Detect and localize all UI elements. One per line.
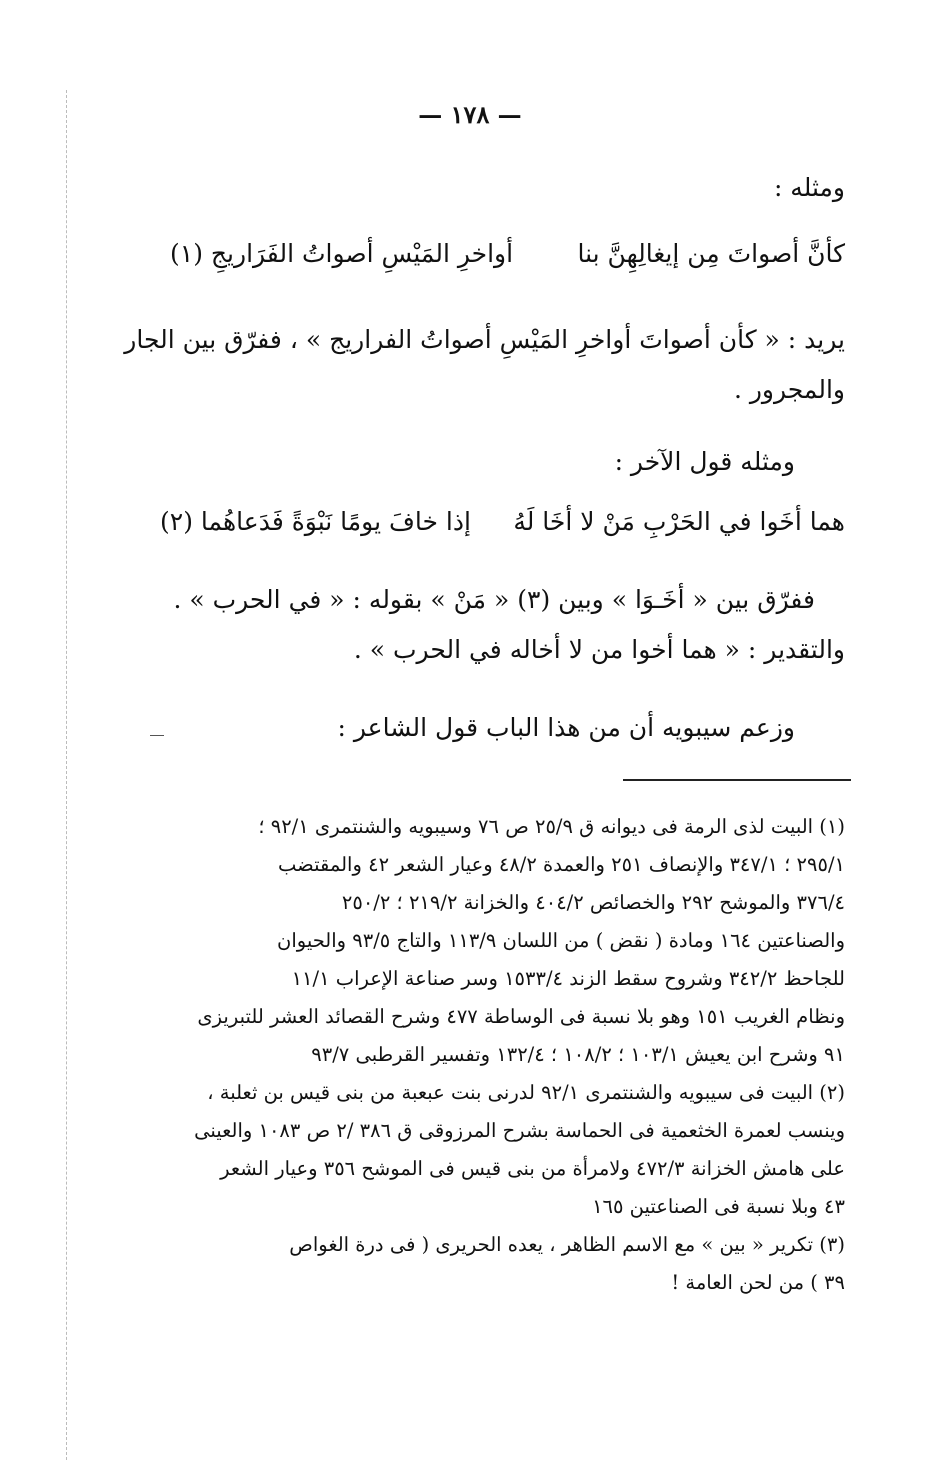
footnote-line: وينسب لعمرة الخثعمية فى الحماسة بشرح المرزوقى ق ٣٨٦ /٢ ص ١٠٨٣ والعينى: [194, 1119, 845, 1142]
intro-line-2: ومثله قول الآخر :: [614, 447, 795, 476]
footnote-line: ونظام الغريب ١٥١ وهو بلا نسبة فى الوساطة ٤٧٧ وشرح القصائد العشر للتبريزى: [197, 1005, 845, 1028]
explanation-1-line-1: يريد : « كأن أصواتَ أواخرِ المَيْسِ أصواتُ الفراريج » ، ففرّق بين الجار: [124, 325, 845, 354]
footnote-line: (٣) تكرير « بين » مع الاسم الظاهر ، يعده الحريرى ( فى درة الغواص: [289, 1233, 845, 1256]
intro-line-3: وزعم سيبويه أن من هذا الباب قول الشاعر :: [337, 713, 795, 742]
explanation-1-line-2: والمجرور .: [733, 375, 845, 404]
verse-2-second-hemistich: إذا خافَ يومًا نَبْوَةً فَدَعاهُما (٢): [160, 507, 471, 536]
footnote-line: ٩١ وشرح ابن يعيش ١٠٣/١ ؛ ١٠٨/٢ ؛ ١٣٢/٤ وتفسير القرطبى ٩٣/٧: [311, 1043, 845, 1066]
footnote-separator: [623, 779, 851, 781]
verse-1-first-hemistich: كأنَّ أصواتَ مِن إيغالِهِنَّ بنا: [577, 239, 845, 268]
explanation-2-line-1: ففرّق بين « أخَـوَا » وبين (٣) « مَنْ » بقوله : « في الحرب » .: [173, 585, 815, 614]
verse-1-second-hemistich: أواخرِ المَيْسِ أصواتُ الفَرَاريجِ (١): [170, 239, 514, 268]
explanation-2-line-2: والتقدير : « هما أخوا من لا أخاله في الحرب » .: [353, 635, 845, 664]
footnote-line: (٢) البيت فى سيبويه والشنتمرى ٩٢/١ لدرنى بنت عبعبة من بنى قيس بن ثعلبة ،: [207, 1081, 845, 1104]
intro-line-1: ومثله :: [773, 173, 845, 202]
footnote-line: ٢٩٥/١ ؛ ٣٤٧/١ والإنصاف ٢٥١ والعمدة ٤٨/٢ وعيار الشعر ٤٢ والمقتضب: [278, 853, 845, 876]
footnote-line: على هامش الخزانة ٤٧٢/٣ ولامرأة من بنى قيس فى الموشح ٣٥٦ وعيار الشعر: [220, 1157, 845, 1180]
footnote-line: ٣٩ ) من لحن العامة !: [671, 1271, 845, 1294]
footnote-line: والصناعتين ١٦٤ ومادة ( نقض ) من اللسان ١١٣/٩ والتاج ٩٣/٥ والحيوان: [277, 929, 845, 952]
footnote-line: ٤٣ وبلا نسبة فى الصناعتين ١٦٥: [592, 1195, 845, 1218]
verse-2-first-hemistich: هما أخَوا في الحَرْبِ مَنْ لا أخَا لَهُ: [513, 507, 845, 536]
footnote-line: للجاحظ ٣٤٢/٢ وشروح سقط الزند ١٥٣٣/٤ وسر صناعة الإعراب ١١/١: [291, 967, 845, 990]
scan-margin-line: [66, 90, 67, 1460]
footnote-line: (١) البيت لذى الرمة فى ديوانه ق ٢٥/٩ ص ٧٦ وسيبويه والشنتمرى ٩٢/١ ؛: [258, 815, 845, 838]
margin-dash: [150, 735, 164, 736]
footnote-line: ٣٧٦/٤ والموشح ٢٩٢ والخصائص ٤٠٤/٢ والخزانة ٢١٩/٢ ؛ ٢٥٠/٢: [341, 891, 845, 914]
page-number: — ١٧٨ —: [418, 100, 522, 129]
